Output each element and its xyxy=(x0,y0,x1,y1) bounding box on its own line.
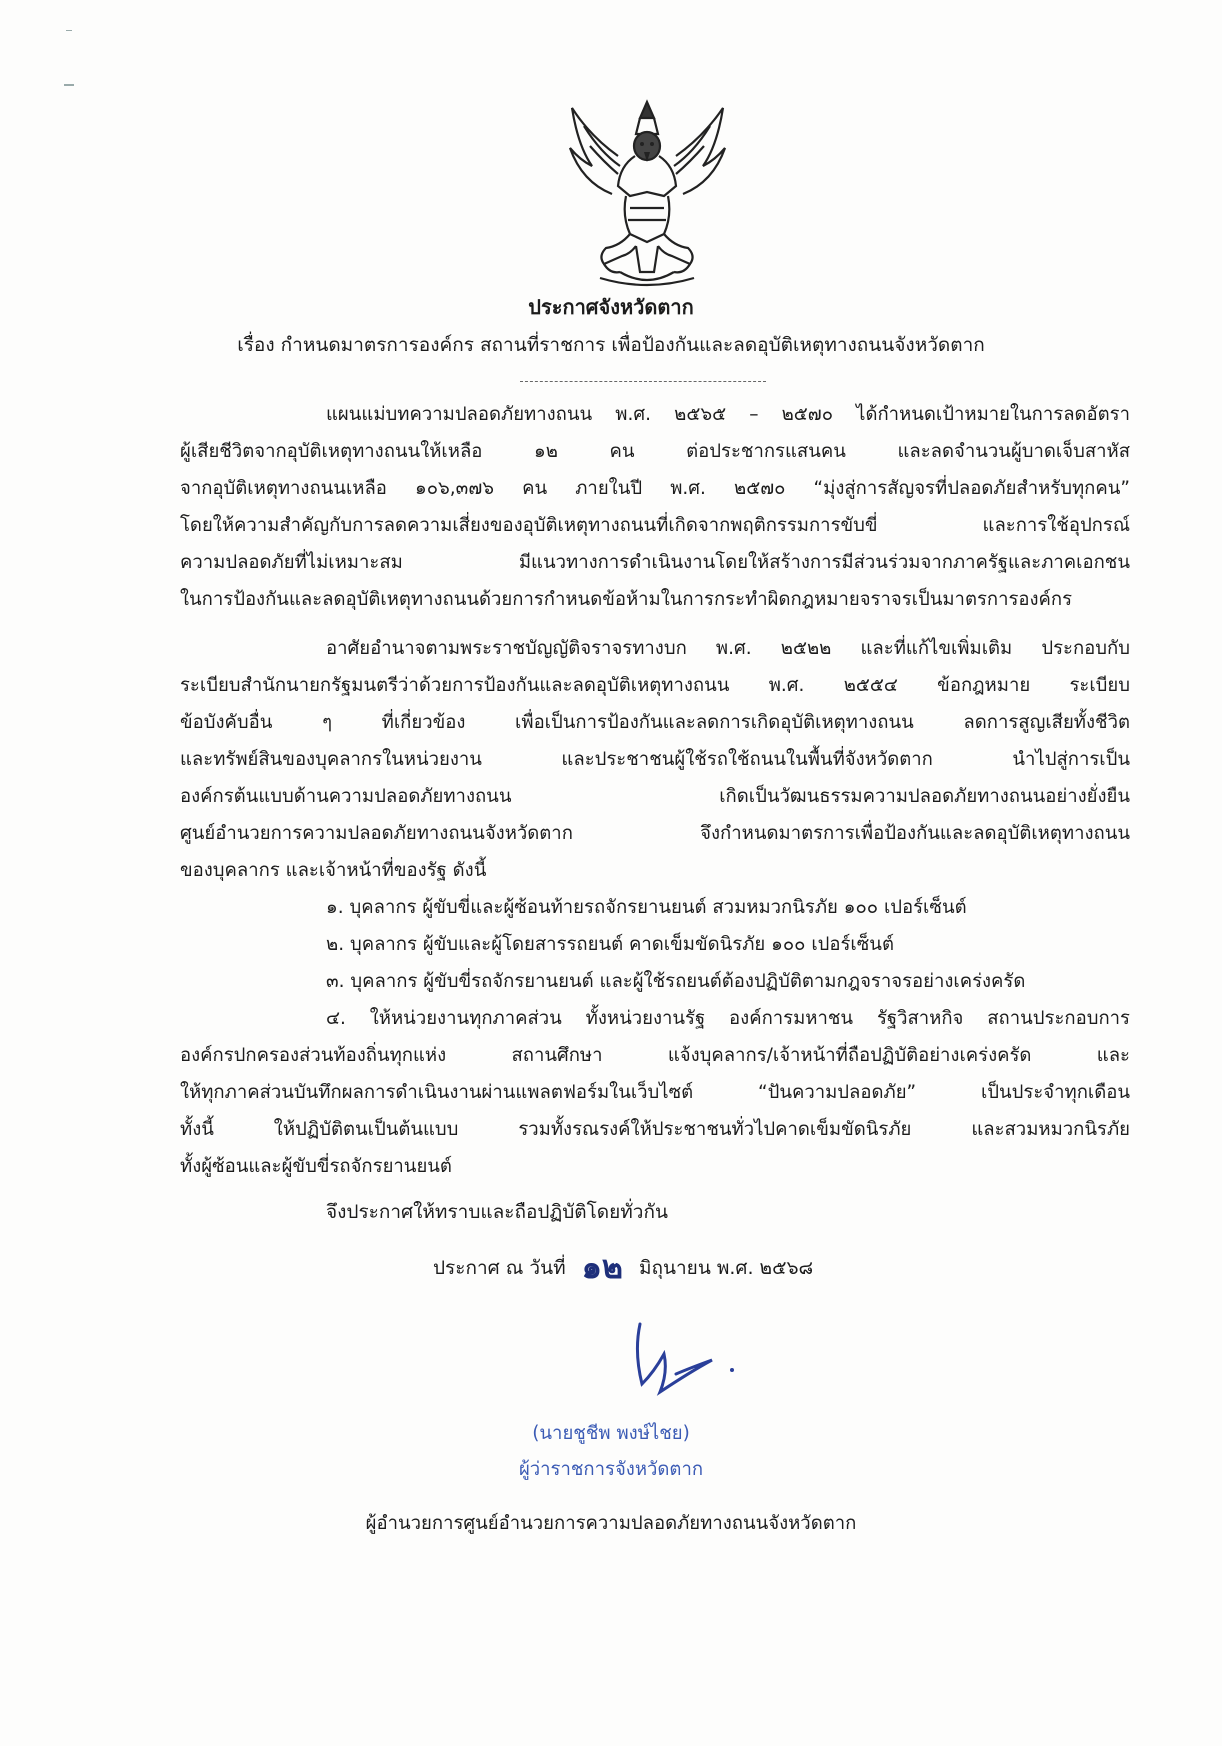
paragraph-1-line: แผนแม่บทความปลอดภัยทางถนน พ.ศ. ๒๕๖๕ – ๒๕๗๐ ได้กำหนดเป้าหมายในการลดอัตรา xyxy=(326,404,1130,425)
measure-item-4-line: องค์กรปกครองส่วนท้องถิ่นทุกแห่ง สถานศึกษา แจ้งบุคลากร/เจ้าหน้าที่ถือปฏิบัติอย่างเคร่งครัด และ xyxy=(180,1045,1130,1066)
measure-item-4-line: ๔. ให้หน่วยงานทุกภาคส่วน ทั้งหน่วยงานรัฐ องค์การมหาชน รัฐวิสาหกิจ สถานประกอบการ xyxy=(326,1008,1130,1029)
paragraph-2-line: องค์กรต้นแบบด้านความปลอดภัยทางถนน เกิดเป็นวัฒนธรรมความปลอดภัยทางถนนอย่างยั่งยืน xyxy=(180,786,1130,807)
paragraph-2-line: อาศัยอำนาจตามพระราชบัญญัติจราจรทางบก พ.ศ. ๒๕๒๒ และที่แก้ไขเพิ่มเติม ประกอบกับ xyxy=(326,638,1130,659)
paragraph-2-line: ระเบียบสำนักนายกรัฐมนตรีว่าด้วยการป้องกันและลดอุบัติเหตุทางถนน พ.ศ. ๒๕๕๔ ข้อกฎหมาย ระเบียบ xyxy=(180,675,1130,696)
measure-item-4-line: ทั้งผู้ซ้อนและผู้ขับขี่รถจักรยานยนต์ xyxy=(180,1156,452,1177)
paragraph-1-line: ความปลอดภัยที่ไม่เหมาะสม มีแนวทางการดำเนินงานโดยให้สร้างการมีส่วนร่วมจากภาครัฐและภาคเอกชน xyxy=(180,552,1130,573)
paragraph-2-line: และทรัพย์สินของบุคลากรในหน่วยงาน และประชาชนผู้ใช้รถใช้ถนนในพื้นที่จังหวัดตาก นำไปสู่การเป็น xyxy=(180,749,1130,770)
closing-statement: จึงประกาศให้ทราบและถือปฏิบัติโดยทั่วกัน xyxy=(326,1201,668,1223)
date-suffix: มิถุนายน พ.ศ. ๒๕๖๘ xyxy=(639,1257,814,1279)
document-title: ประกาศจังหวัดตาก xyxy=(528,295,694,319)
date-day-handwritten: ๑๒ xyxy=(581,1248,623,1286)
signer-title: ผู้ว่าราชการจังหวัดตาก xyxy=(518,1459,704,1480)
paragraph-2-line: ข้อบังคับอื่น ๆ ที่เกี่ยวข้อง เพื่อเป็นการป้องกันและลดการเกิดอุบัติเหตุทางถนน ลดการสูญเสียทั้งชีวิต xyxy=(180,712,1130,733)
paragraph-2-line: ศูนย์อำนวยการความปลอดภัยทางถนนจังหวัดตาก จึงกำหนดมาตรการเพื่อป้องกันและลดอุบัติเหตุทางถนน xyxy=(180,823,1130,844)
signer-role: ผู้อำนวยการศูนย์อำนวยการความปลอดภัยทางถนนจังหวัดตาก xyxy=(365,1513,857,1534)
measure-item: ๓. บุคลากร ผู้ขับขี่รถจักรยานยนต์ และผู้ใช้รถยนต์ต้องปฏิบัติตามกฎจราจรอย่างเคร่งครัด xyxy=(326,971,1026,992)
measure-item-4-line: ทั้งนี้ ให้ปฏิบัติตนเป็นต้นแบบ รวมทั้งรณรงค์ให้ประชาชนทั่วไปคาดเข็มขัดนิรภัย และสวมหมวกนิรภัย xyxy=(180,1119,1130,1140)
paragraph-2-line: ของบุคลากร และเจ้าหน้าที่ของรัฐ ดังนี้ xyxy=(180,860,487,881)
scan-speck xyxy=(66,30,72,31)
measure-item: ๒. บุคลากร ผู้ขับและผู้โดยสารรถยนต์ คาดเข็มขัดนิรภัย ๑๐๐ เปอร์เซ็นต์ xyxy=(326,934,894,955)
paragraph-1-line: จากอุบัติเหตุทางถนนเหลือ ๑๐๖,๓๗๖ คน ภายในปี พ.ศ. ๒๕๗๐ “มุ่งสู่การสัญจรที่ปลอดภัยสำหรับทุกคน” xyxy=(180,478,1130,499)
measure-item: ๑. บุคลากร ผู้ขับขี่และผู้ซ้อนท้ายรถจักรยานยนต์ สวมหมวกนิรภัย ๑๐๐ เปอร์เซ็นต์ xyxy=(326,897,967,918)
signer-name: (นายชูชีพ พงษ์ไชย) xyxy=(532,1423,690,1444)
document-subject: เรื่อง กำหนดมาตรการองค์กร สถานที่ราชการ เพื่อป้องกันและลดอุบัติเหตุทางถนนจังหวัดตาก xyxy=(237,334,985,356)
date-prefix: ประกาศ ณ วันที่ xyxy=(433,1257,566,1279)
scan-speck xyxy=(64,84,74,86)
announcement-date xyxy=(433,1248,814,1286)
paragraph-1-line: ในการป้องกันและลดอุบัติเหตุทางถนนด้วยการกำหนดข้อห้ามในการกระทำผิดกฎหมายจราจรเป็นมาตรการองค์กร xyxy=(180,589,1073,610)
garuda-emblem-icon xyxy=(560,96,735,291)
title-separator xyxy=(520,381,766,382)
paragraph-1-line: โดยให้ความสำคัญกับการลดความเสี่ยงของอุบัติเหตุทางถนนที่เกิดจากพฤติกรรมการขับขี่ และการใช้อุปกรณ์ xyxy=(180,515,1130,536)
handwritten-signature xyxy=(620,1312,750,1402)
paragraph-1-line: ผู้เสียชีวิตจากอุบัติเหตุทางถนนให้เหลือ ๑๒ คน ต่อประชากรแสนคน และลดจำนวนผู้บาดเจ็บสาหัส xyxy=(180,441,1130,462)
measure-item-4-line: ให้ทุกภาคส่วนบันทึกผลการดำเนินงานผ่านแพลตฟอร์มในเว็บไซต์ “ปันความปลอดภัย” เป็นประจำทุกเดือน xyxy=(180,1082,1130,1103)
